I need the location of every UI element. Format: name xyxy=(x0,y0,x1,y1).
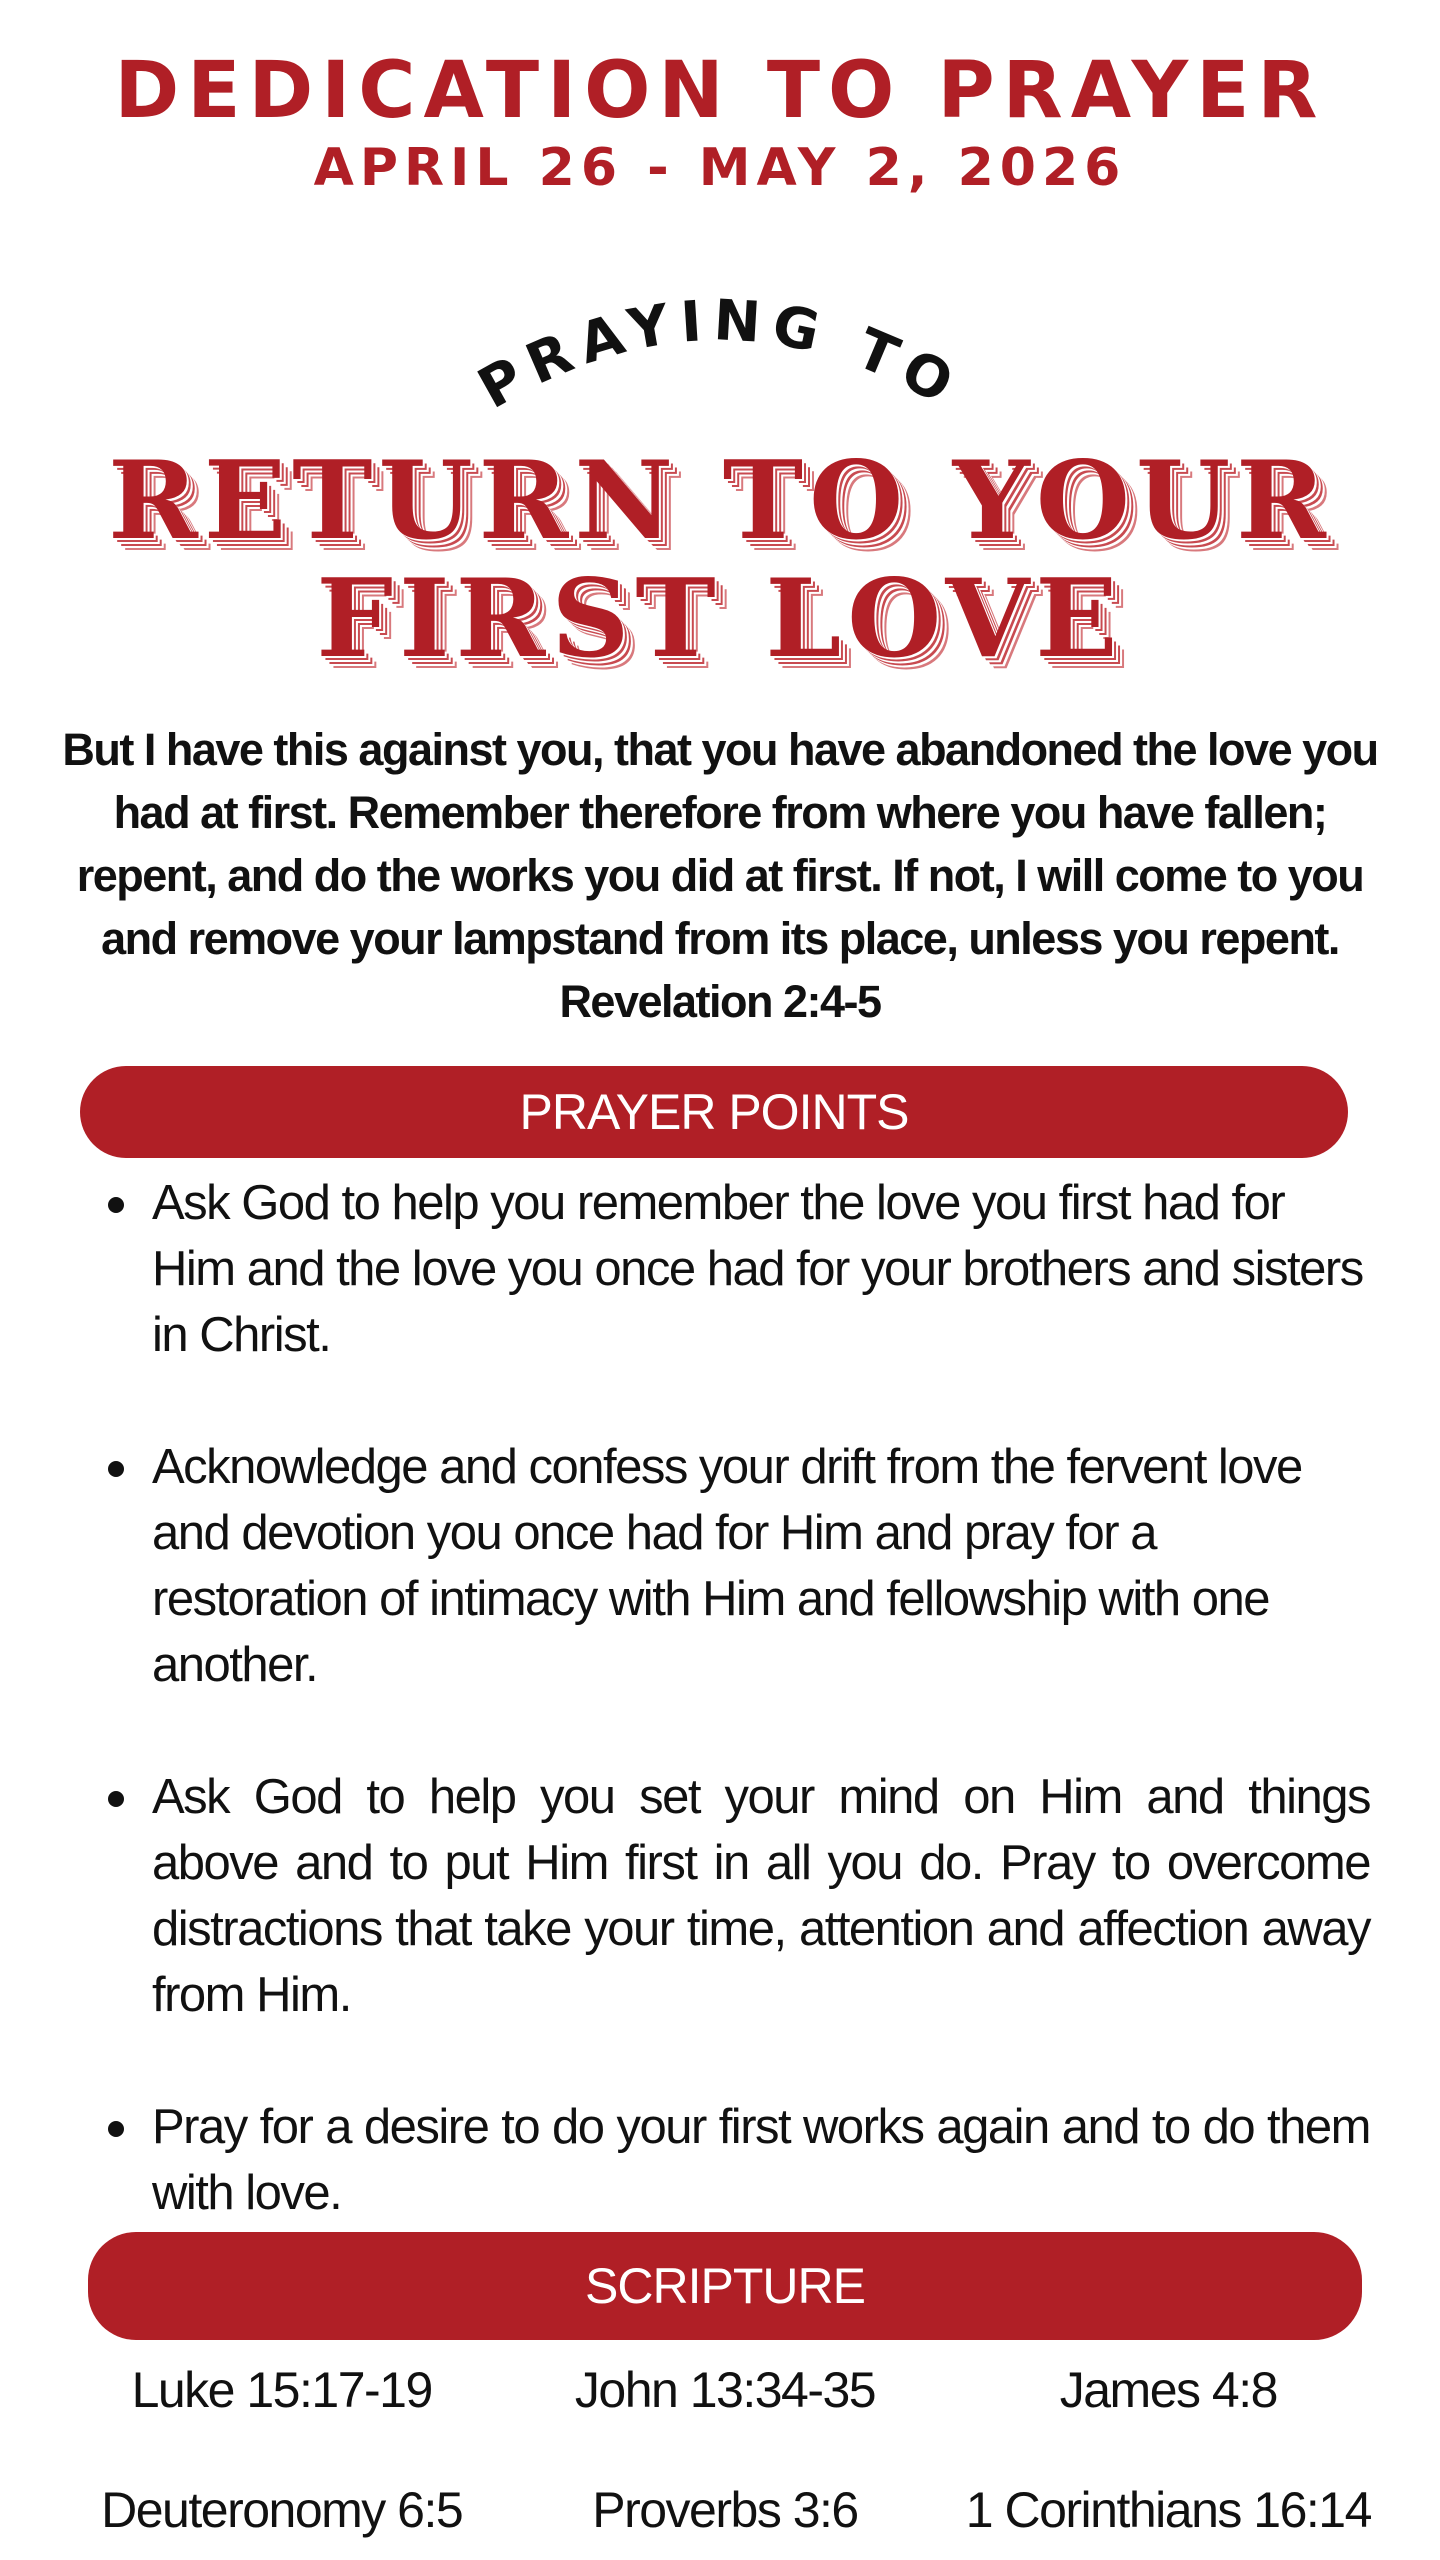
prayer-point-text: Pray for a desire to do your first works again and to do them with love. xyxy=(152,2100,1370,2220)
scripture-reference: James 4:8 xyxy=(1059,2362,1277,2418)
prayer-point-text: Ask God to help you set your mind on Him and things above and to put Him first in all you do. Pray to overcome distractions that take your time, attention and affection away from Him. xyxy=(152,1770,1370,2022)
scripture-reference: 1 Corinthians 16:14 xyxy=(965,2482,1371,2538)
prayer-points-banner: PRAYER POINTS xyxy=(80,1066,1348,1158)
scripture-references xyxy=(60,2356,1390,2544)
prayer-point xyxy=(100,1434,1370,1698)
main-title-line-2: FIRST LOVE xyxy=(316,556,1124,682)
bullet-icon xyxy=(108,1461,124,1477)
scripture-verse xyxy=(40,718,1400,1033)
subtitle-arc-text: PRAYING TO xyxy=(467,288,973,422)
subtitle-arc xyxy=(467,260,973,422)
verse-reference: Revelation 2:4-5 xyxy=(559,976,881,1027)
prayer-point xyxy=(100,1170,1370,1368)
prayer-point-text: Ask God to help you remember the love you first had for Him and the love you once had for your brothers and sisters in Christ. xyxy=(152,1176,1363,1362)
scripture-reference: Deuteronomy 6:5 xyxy=(101,2482,463,2538)
prayer-point-text: Acknowledge and confess your drift from the fervent love and devotion you once had for Him and pray for a restoration of intimacy with Him and fellowship with one another. xyxy=(152,1440,1302,1692)
scripture-reference: Proverbs 3:6 xyxy=(592,2482,858,2538)
main-title xyxy=(0,438,1440,682)
verse-text: But I have this against you, that you have abandoned the love you had at first. Remember therefore from where you have fallen; repent, and do the works you did at first. If not, I will come to you and remove your lampstand from its place, unless you repent. xyxy=(62,724,1378,964)
bullet-icon xyxy=(108,1197,124,1213)
subtitle-arc-svg xyxy=(467,260,973,422)
bullet-icon xyxy=(108,2121,124,2137)
header-dates: APRIL 26 - MAY 2, 2026 xyxy=(313,138,1127,198)
prayer-point xyxy=(100,2094,1370,2226)
header-title: DEDICATION TO PRAYER xyxy=(114,46,1326,136)
bullet-icon xyxy=(108,1791,124,1807)
scripture-reference: Luke 15:17-19 xyxy=(131,2362,432,2418)
prayer-points-list xyxy=(100,1170,1370,2226)
scripture-banner: SCRIPTURE xyxy=(88,2232,1362,2340)
prayer-point xyxy=(100,1764,1370,2028)
scripture-reference: John 13:34-35 xyxy=(574,2362,876,2418)
main-title-line-1: RETURN TO YOUR xyxy=(108,438,1332,564)
